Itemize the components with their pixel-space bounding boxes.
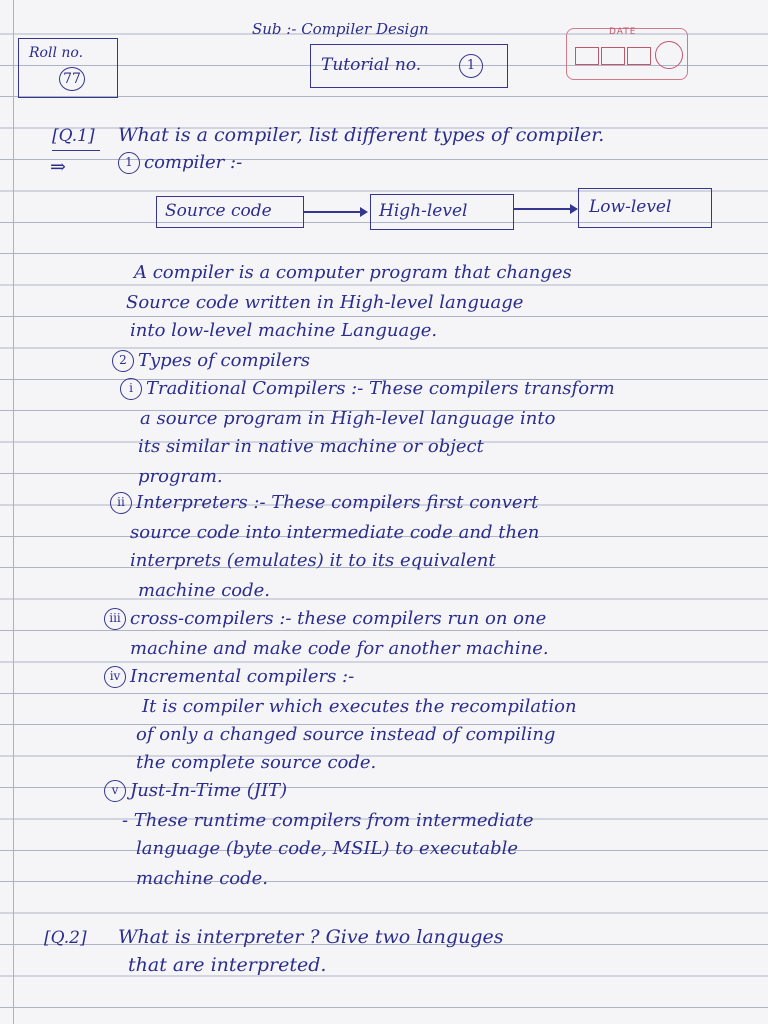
diagram-low-box [578,188,712,228]
diagram-source-label: Source code [165,201,272,221]
diagram-source-box [156,196,304,228]
diagram-low-label: Low-level [589,197,672,217]
type-line: - These runtime compilers from intermediate [122,810,534,831]
type-number: v [104,780,126,802]
type-number: iii [104,608,126,630]
q1-tag-underline [52,150,100,151]
definition-line: A compiler is a computer program that changes [134,262,572,283]
q1-sub1 [118,152,242,174]
q2-tag: [Q.2] [44,928,87,948]
type-number: ii [110,492,132,514]
type-line: interprets (emulates) it to its equivalent [130,550,496,571]
type-line: machine and make code for another machine. [130,638,549,659]
diagram-arrow [304,211,366,213]
tutorial-number: 1 [459,54,483,78]
diagram-high-box [370,194,514,230]
sub2-number: 2 [112,350,134,372]
q2-question-line: What is interpreter ? Give two languges [118,926,504,948]
type-line: language (byte code, MSIL) to executable [136,838,519,859]
type-item [104,780,287,802]
margin-line [13,0,14,1024]
type-line: of only a changed source instead of compiling [136,724,556,745]
type-item [120,378,615,400]
q2-question-line: that are interpreted. [128,954,327,976]
type-item [104,608,546,630]
type-line: Interpreters :- These compilers first convert [136,492,539,513]
type-number: i [120,378,142,400]
sub1-number: 1 [118,152,140,174]
type-line: Incremental compilers :- [130,666,355,687]
tutorial-label: Tutorial no. [321,55,422,75]
date-cell [575,47,599,65]
date-stamp [566,28,688,80]
type-line: machine code. [138,580,271,601]
arrow-marker-icon: ⇒ [50,156,66,178]
q1-sub2 [112,350,310,372]
type-line: a source program in High-level language into [140,408,556,429]
type-line: source code into intermediate code and then [130,522,540,543]
type-item [104,666,354,688]
diagram-high-label: High-level [379,201,468,221]
roll-number: 77 [59,67,85,91]
diagram-arrow [514,208,576,210]
q1-tag: [Q.1] [52,126,95,146]
type-line: It is compiler which executes the recompilation [142,696,577,717]
type-line: cross-compilers :- these compilers run on one [130,608,547,629]
subject-heading: Sub :- Compiler Design [252,20,429,38]
date-cell [627,47,651,65]
type-line: machine code. [136,868,269,889]
type-line: the complete source code. [136,752,377,773]
roll-number-box [18,38,118,98]
roll-label: Roll no. [29,45,84,61]
definition-line: Source code written in High-level language [126,292,524,313]
type-item [110,492,538,514]
tutorial-box [310,44,508,88]
definition-line: into low-level machine Language. [130,320,438,341]
q1-question: What is a compiler, list different types of compiler. [118,124,605,146]
type-number: iv [104,666,126,688]
date-label: DATE [609,27,637,37]
type-line: Just-In-Time (JIT) [130,780,288,801]
type-line: its similar in native machine or object [138,436,484,457]
sub1-title: compiler :- [144,152,243,173]
date-cell [601,47,625,65]
sub2-title: Types of compilers [138,350,311,371]
type-line: program. [138,466,223,487]
type-line: Traditional Compilers :- These compilers transform [146,378,615,399]
date-dial [655,41,683,69]
